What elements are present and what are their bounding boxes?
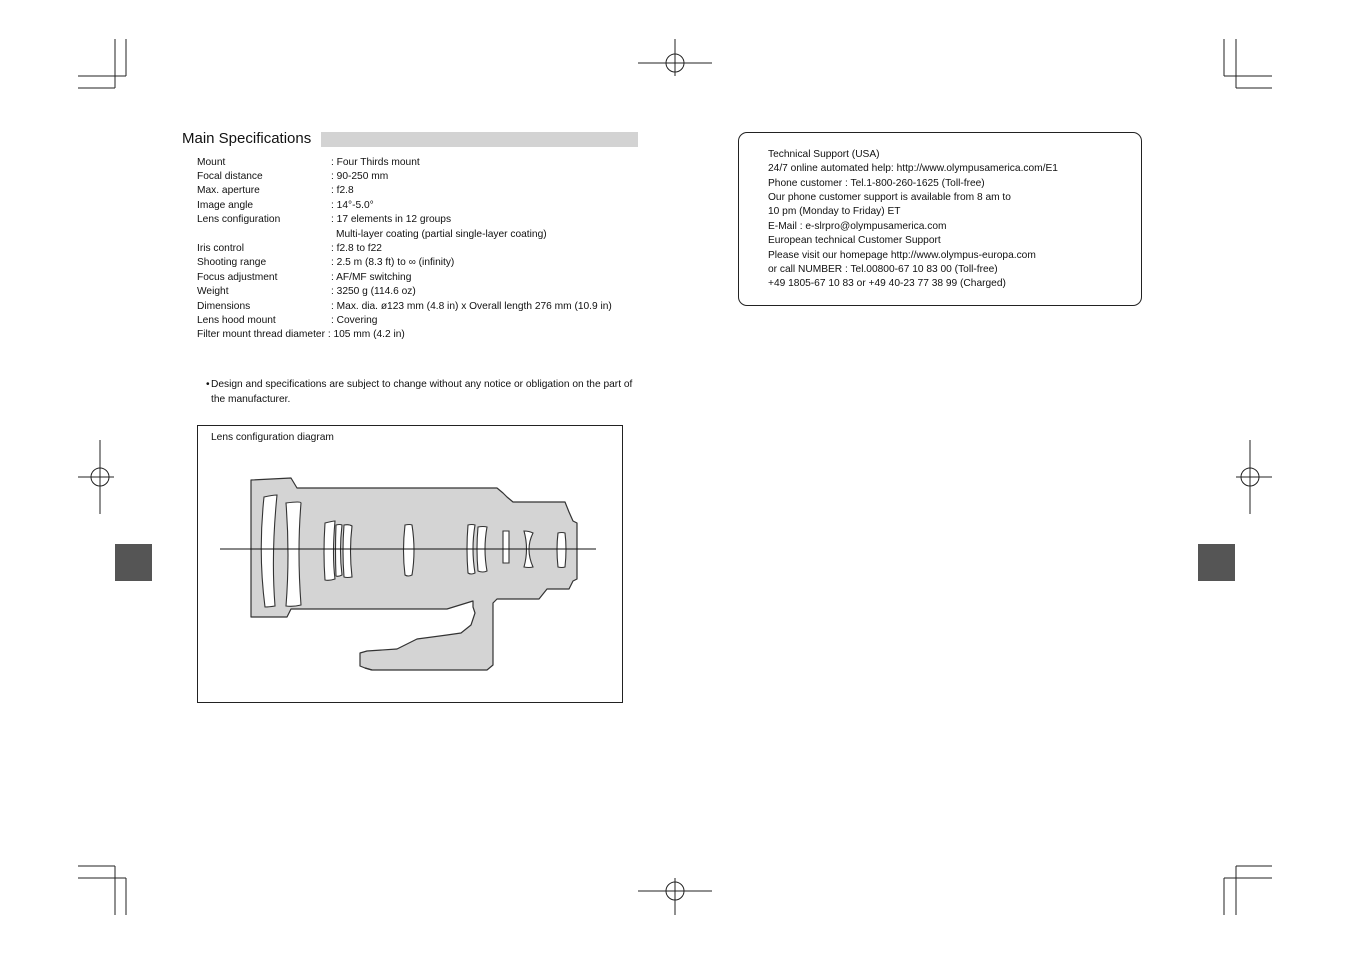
- spec-row: [197, 301, 612, 313]
- support-line: Our phone customer support is available from 8 am to: [768, 192, 1011, 203]
- spec-value: : f2.8: [331, 185, 354, 196]
- support-heading: European technical Customer Support: [768, 235, 941, 246]
- spec-label: Mount: [197, 157, 226, 168]
- coating-note: Multi-layer coating (partial single-layer coating): [336, 229, 547, 240]
- spec-label: Max. aperture: [197, 185, 260, 196]
- spec-row: [197, 272, 411, 284]
- spec-value: : 3250 g (114.6 oz): [331, 286, 416, 297]
- support-line: or call NUMBER : Tel.00800-67 10 83 00 (Toll-free): [768, 264, 998, 275]
- spec-value: : 2.5 m (8.3 ft) to ∞ (infinity): [331, 257, 455, 268]
- diagram-label: Lens configuration diagram: [211, 432, 334, 443]
- spec-value: : 17 elements in 12 groups: [331, 214, 452, 225]
- spec-row: [197, 157, 420, 169]
- support-line: 24/7 online automated help: http://www.olympusamerica.com/E1: [768, 163, 1058, 174]
- spec-value: : AF/MF switching: [331, 272, 412, 283]
- spec-row: [197, 257, 454, 269]
- disclaimer-text: Design and specifications are subject to change without any notice or obligation on the part of the manufacturer.: [211, 379, 633, 405]
- spec-row: [197, 200, 374, 212]
- page-edge-tab-right: [1198, 544, 1235, 581]
- spec-label: Iris control: [197, 243, 244, 254]
- support-line: 10 pm (Monday to Friday) ET: [768, 206, 901, 217]
- page-edge-tab-left: [115, 544, 152, 581]
- lens-element: [404, 525, 415, 577]
- support-line: Please visit our homepage http://www.olympus-europa.com: [768, 250, 1036, 261]
- bullet: •: [206, 379, 210, 390]
- spec-value: : Four Thirds mount: [331, 157, 420, 168]
- spec-label: Dimensions: [197, 301, 251, 312]
- lens-element: [286, 502, 301, 606]
- spec-row: [197, 329, 405, 341]
- support-line: E-Mail : e-slrpro@olympusamerica.com: [768, 221, 947, 232]
- lens-element: [324, 521, 335, 580]
- spec-label: Image angle: [197, 200, 254, 211]
- spec-label: Lens configuration: [197, 214, 281, 225]
- support-line: +49 1805-67 10 83 or +49 40-23 77 38 99 (Charged): [768, 278, 1006, 289]
- lens-element: [336, 525, 343, 577]
- lens-cross-section-drawing: [197, 425, 623, 703]
- spec-row: [197, 171, 388, 183]
- spec-value: : Covering: [331, 315, 378, 326]
- spec-row: [197, 214, 451, 226]
- support-heading: Technical Support (USA): [768, 149, 880, 160]
- spec-label: Focal distance: [197, 171, 263, 182]
- spec-label: Lens hood mount: [197, 315, 276, 326]
- spec-label: Weight: [197, 286, 229, 297]
- lens-element: [557, 533, 566, 568]
- spec-row: [197, 315, 377, 327]
- section-title: Main Specifications: [182, 130, 312, 147]
- spec-value: : f2.8 to f22: [331, 243, 382, 254]
- spec-row: [197, 243, 382, 255]
- title-bar: [321, 132, 638, 147]
- spec-label: Shooting range: [197, 257, 267, 268]
- spec-value: : 90-250 mm: [331, 171, 389, 182]
- support-line: Phone customer : Tel.1-800-260-1625 (Toll-free): [768, 178, 985, 189]
- spec-row: [197, 185, 354, 197]
- spec-label: Focus adjustment: [197, 272, 278, 283]
- lens-element: [343, 525, 352, 578]
- spec-label: Filter mount thread diameter: [197, 329, 325, 340]
- lens-element: [503, 531, 509, 563]
- spec-value: : Max. dia. ø123 mm (4.8 in) x Overall length 276 mm (10.9 in): [331, 301, 612, 312]
- spec-value: : 105 mm (4.2 in): [327, 329, 405, 340]
- spec-value: : 14°-5.0°: [331, 200, 374, 211]
- spec-row: [197, 286, 416, 298]
